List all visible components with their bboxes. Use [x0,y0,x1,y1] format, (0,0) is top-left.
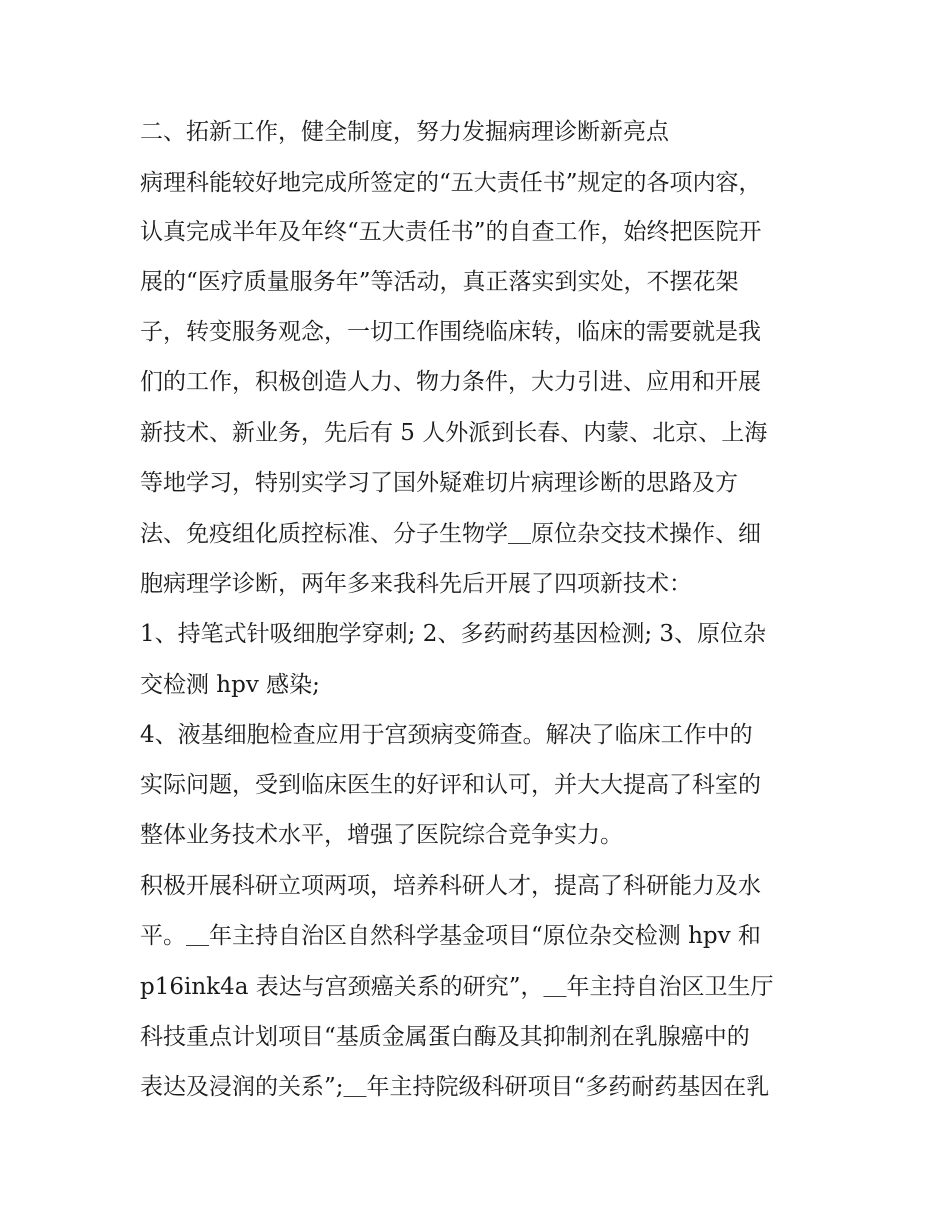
text-line: 整体业务技术水平，增强了医院综合竞争实力。 [140,822,623,848]
text-line: 科技重点计划项目“基质金属蛋白酶及其抑制剂在乳腺癌中的 [140,1024,750,1050]
text-line: 展的“医疗质量服务年”等活动，真正落实到实处，不摆花架 [140,269,739,295]
text-line: 认真完成半年及年终“五大责任书”的自查工作，始终把医院开 [140,219,762,245]
text-line: p16ink4a 表达与宫颈癌关系的研究”，＿年主持自治区卫生厅 [140,974,774,1000]
text-line: 们的工作，积极创造人力、物力条件，大力引进、应用和开展 [140,369,761,395]
text-line: 1、持笔式针吸细胞学穿刺; 2、多药耐药基因检测; 3、原位杂 [140,621,767,647]
text-line: 平。＿年主持自治区自然科学基金项目“原位杂交检测 hpv 和 [140,923,761,949]
text-line: 积极开展科研立项两项，培养科研人才，提高了科研能力及水 [140,873,761,899]
text-line: 实际问题，受到临床医生的好评和认可，并大大提高了科室的 [140,772,761,798]
section-heading: 二、拓新工作，健全制度，努力发掘病理诊断新亮点 [140,119,669,145]
text-line: 交检测 hpv 感染; [140,672,320,698]
text-line: 子，转变服务观念，一切工作围绕临床转，临床的需要就是我 [140,319,761,345]
text-line: 法、免疫组化质控标准、分子生物学＿原位杂交技术操作、细 [140,521,761,547]
text-line: 新技术、新业务，先后有 5 人外派到长春、内蒙、北京、上海 [140,420,768,446]
text-line: 等地学习，特别实学习了国外疑难切片病理诊断的思路及方 [140,470,738,496]
text-line: 病理科能较好地完成所签定的“五大责任书”规定的各项内容， [140,170,762,196]
text-line: 胞病理学诊断，两年多来我科先后开展了四项新技术： [140,571,692,597]
text-line: 表达及浸润的关系”;＿年主持院级科研项目“多药耐药基因在乳 [140,1074,770,1100]
text-line: 4、液基细胞检查应用于宫颈病变筛查。解决了临床工作中的 [140,722,753,748]
